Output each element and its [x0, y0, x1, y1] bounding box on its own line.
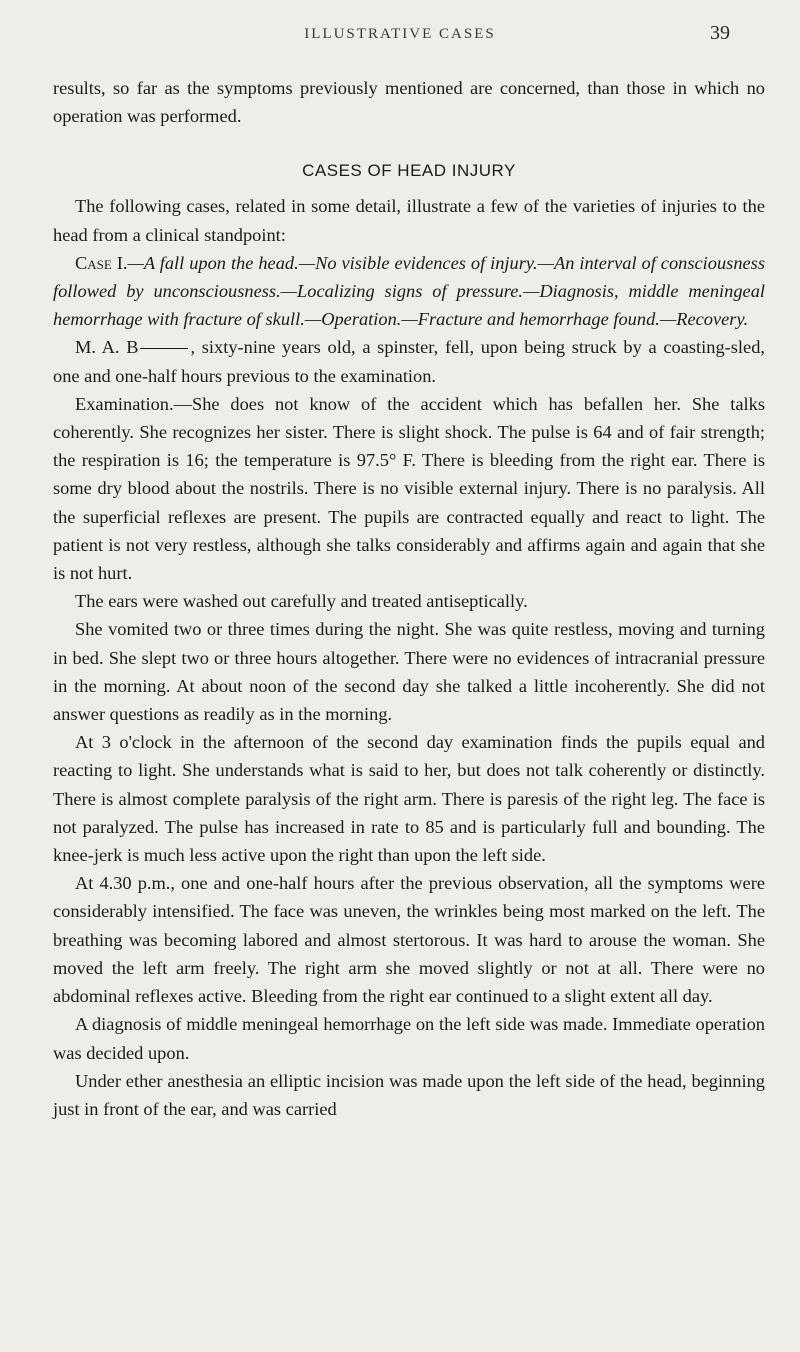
name-blank-line — [140, 348, 188, 349]
page-number: 39 — [710, 22, 730, 44]
section-intro-paragraph: The following cases, related in some detail, illustrate a few of the varieties of injuries to the head from a clinical standpoint: — [53, 196, 765, 245]
patient-paragraph — [53, 333, 765, 389]
diagnosis-paragraph: A diagnosis of middle meningeal hemorrhage on the left side was made. Immediate operation was decided upon. — [53, 1014, 765, 1063]
intro-paragraph: results, so far as the symptoms previously mentioned are concerned, than those in which no operation was performed. — [53, 78, 765, 127]
treatment-paragraph: The ears were washed out carefully and treated antiseptically. — [75, 591, 528, 612]
running-head: ILLUSTRATIVE CASES — [304, 26, 496, 42]
operation-paragraph: Under ether anesthesia an elliptic incision was made upon the left side of the head, beginning just in front of the ear, and was carried — [53, 1070, 765, 1119]
patient-initials: M. A. B — [75, 337, 139, 358]
night-paragraph: She vomited two or three times during the night. She was quite restless, moving and turning in bed. She slept two or three hours altogether. There were no evidences of intracranial pressure in the morning. At about noon of the second day she talked a little incoherently. She did not answer questions as readily as in the morning. — [53, 619, 765, 725]
section-heading: CASES OF HEAD INJURY — [302, 161, 516, 181]
body-text — [53, 74, 765, 1123]
patient-description: , sixty-nine years old, a spinster, fell, upon being struck by a coasting-sled, one and one-half hours previous to the examination. — [53, 337, 765, 386]
later-observation-paragraph: At 4.30 p.m., one and one-half hours after the previous observation, all the symptoms were considerably intensified. The face was uneven, the wrinkles being most marked on the left. The breathing was becoming labored and almost stertorous. It was hard to arouse the woman. She moved the left arm freely. The right arm she moved slightly or not at all. There were no abdominal reflexes active. Bleeding from the right ear continued to a slight extent all day. — [53, 873, 765, 1007]
case-label: Case I. — [75, 252, 128, 273]
examination-paragraph: Examination.—She does not know of the accident which has befallen her. She talks coherently. She recognizes her sister. There is slight shock. The pulse is 64 and of fair strength; the respiration is 16; the temperature is 97.5° F. There is bleeding from the right ear. There is some dry blood about the nostrils. There is no visible external injury. There is no paralysis. All the superficial reflexes are present. The pupils are contracted equally and react to light. The patient is not very restless, although she talks considerably and affirms again and again that she is not hurt. — [53, 393, 765, 584]
case-title: —A fall upon the head.—No visible evidences of injury.—An interval of consciousness followed by unconsciousness.—Localizing signs of pressure.—Diagnosis, middle meningeal hemorrhage with fracture of skull.—Operation.—Fracture and hemorrhage found.—Recovery. — [53, 252, 765, 330]
afternoon-exam-paragraph: At 3 o'clock in the afternoon of the second day examination finds the pupils equal and reacting to light. She understands what is said to her, but does not talk coherently or distinctly. There is almost complete paralysis of the right arm. There is paresis of the right leg. The face is not paralyzed. The pulse has increased in rate to 85 and is particularly full and bounding. The knee-jerk is much less active upon the right than upon the left side. — [53, 732, 765, 866]
case-heading — [53, 249, 765, 334]
